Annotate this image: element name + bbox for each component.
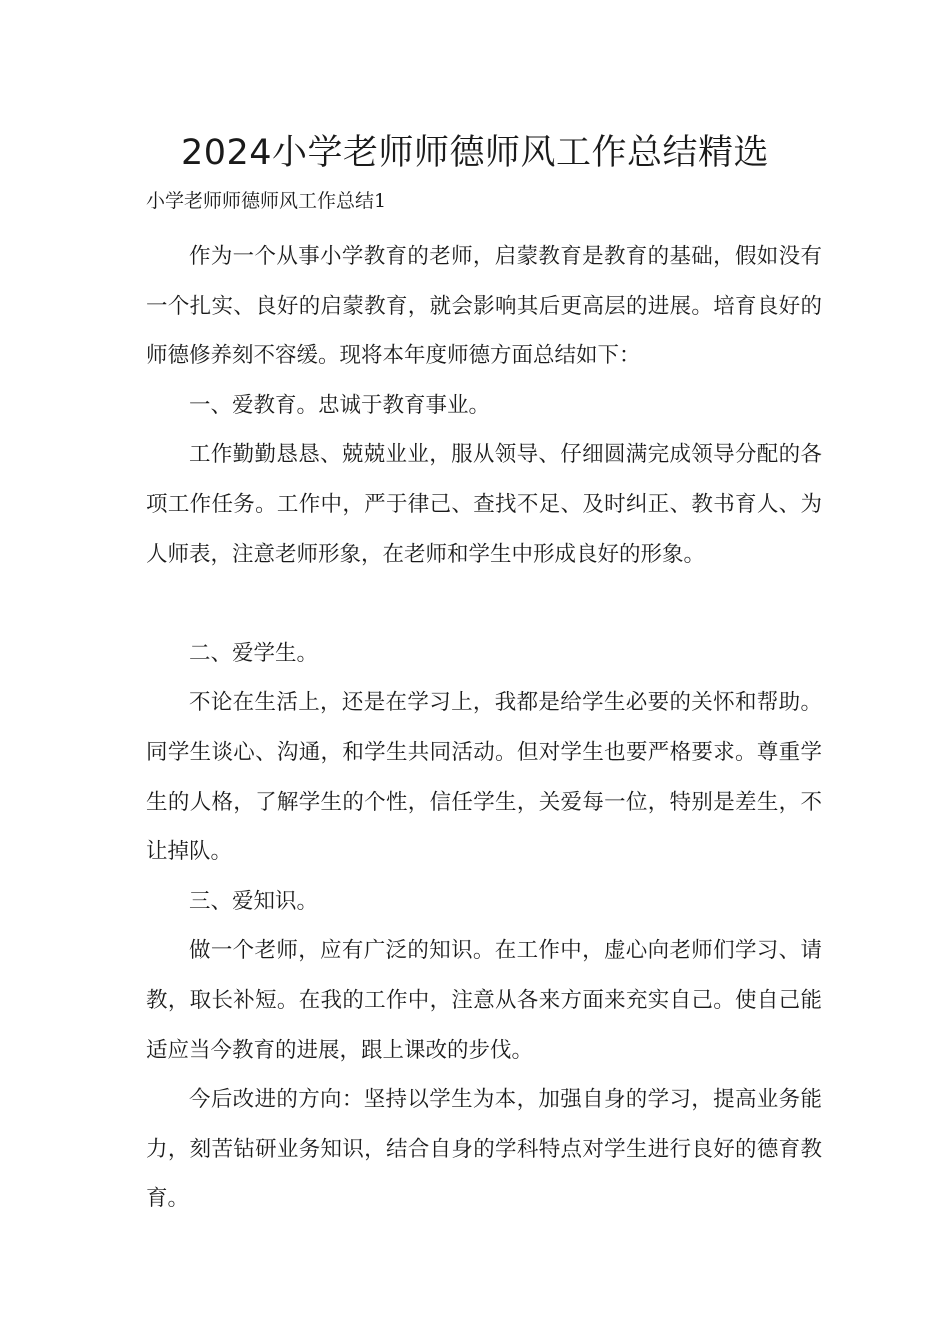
heading-love-knowledge: 三、爱知识。 [189, 888, 319, 914]
heading-love-education: 一、爱教育。忠诚于教育事业。 [189, 392, 491, 418]
section-subtitle: 小学老师师德师风工作总结1 [146, 190, 387, 212]
paragraph-intro: 作为一个从事小学教育的老师，启蒙教育是教育的基础，假如没有一个扎实、良好的启蒙教育，就会影响其后更高层的进展。培育良好的师德修养刻不容缓。现将本年度师德方面总结如下： [146, 244, 822, 369]
document-title: 2024小学老师师德师风工作总结精选 [180, 133, 770, 173]
paragraph-love-education: 工作勤勤恳恳、兢兢业业，服从领导、仔细圆满完成领导分配的各项工作任务。工作中，严于律己、查找不足、及时纠正、教书育人、为人师表，注意老师形象，在老师和学生中形成良好的形象。 [146, 442, 822, 567]
paragraph-love-knowledge: 做一个老师，应有广泛的知识。在工作中，虚心向老师们学习、请教，取长补短。在我的工作中，注意从各来方面来充实自己。使自己能适应当今教育的进展，跟上课改的步伐。 [146, 938, 822, 1063]
paragraph-love-students: 不论在生活上，还是在学习上，我都是给学生必要的关怀和帮助。同学生谈心、沟通，和学生共同活动。但对学生也要严格要求。尊重学生的人格，了解学生的个性，信任学生，关爱每一位，特别是差生，不让掉队。 [146, 690, 822, 865]
paragraph-improvement: 今后改进的方向：坚持以学生为本，加强自身的学习，提高业务能力，刻苦钻研业务知识，结合自身的学科特点对学生进行良好的德育教育。 [146, 1087, 822, 1212]
heading-love-students: 二、爱学生。 [189, 640, 319, 666]
document-body [146, 232, 822, 1224]
